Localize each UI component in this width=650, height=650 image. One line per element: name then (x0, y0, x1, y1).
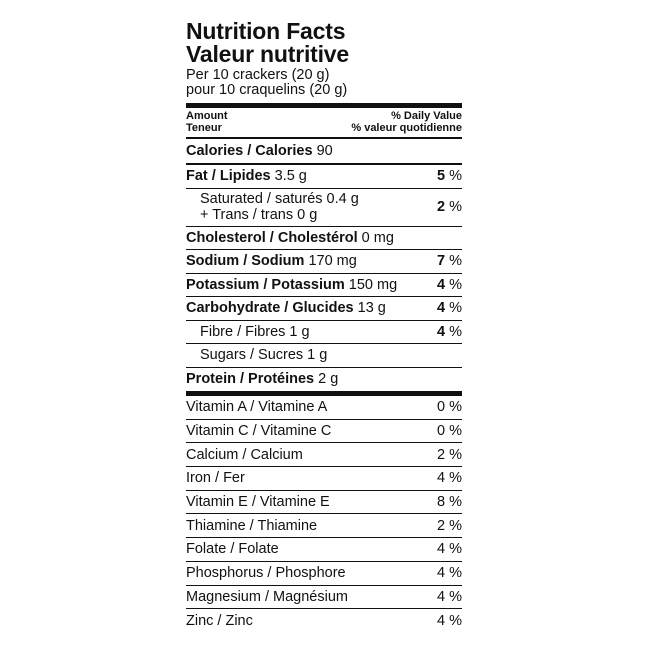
vitamin-dv: 0 % (437, 399, 462, 416)
fibre-label: Fibre / Fibres 1 g (200, 323, 310, 340)
cholesterol-label: Cholesterol / Cholestérol (186, 229, 358, 246)
vitamin-dv: 4 % (437, 541, 462, 558)
saturated-row (186, 189, 462, 227)
vitamin-row (186, 443, 462, 467)
vitamin-label: Phosphorus / Phosphore (186, 565, 346, 582)
potassium-label: Potassium / Potassium (186, 276, 345, 293)
vitamin-dv: 2 % (437, 517, 462, 534)
amount-label-fr: Teneur (186, 122, 222, 134)
fibre-dv: 4 (436, 323, 446, 340)
vitamin-dv: 8 % (437, 494, 462, 511)
saturated-label: Saturated / saturés 0.4 g (200, 191, 359, 207)
protein-value: 2 g (318, 370, 339, 387)
carbohydrate-row (186, 297, 462, 321)
fibre-dv-unit: % (449, 323, 462, 340)
title-en: Nutrition Facts (186, 18, 346, 44)
column-header (186, 108, 462, 137)
trans-label: + Trans / trans 0 g (200, 207, 318, 223)
vitamin-row (186, 420, 462, 444)
protein-label: Protein / Protéines (186, 370, 315, 387)
daily-value-label-en: % Daily Value (391, 110, 462, 122)
serving-size-fr: pour 10 craquelins (20 g) (186, 82, 348, 98)
cholesterol-value: 0 mg (361, 229, 394, 246)
carbohydrate-value: 13 g (357, 300, 386, 317)
vitamin-row (186, 538, 462, 562)
sodium-value: 170 mg (308, 253, 357, 270)
sugars-row (186, 344, 462, 368)
saturated-dv: 2 (436, 199, 446, 215)
vitamin-label: Vitamin A / Vitamine A (186, 399, 328, 416)
potassium-row (186, 274, 462, 298)
vitamin-row (186, 586, 462, 610)
vitamin-label: Thiamine / Thiamine (186, 517, 318, 534)
fibre-row (186, 321, 462, 345)
calories-label: Calories / Calories (186, 143, 313, 159)
vitamin-row (186, 609, 462, 632)
vitamin-label: Zinc / Zinc (186, 612, 253, 629)
vitamin-row (186, 467, 462, 491)
vitamin-dv: 4 % (437, 470, 462, 487)
vitamin-dv: 4 % (437, 565, 462, 582)
vitamin-label: Vitamin E / Vitamine E (186, 494, 330, 511)
sodium-label: Sodium / Sodium (186, 253, 305, 270)
vitamin-dv: 2 % (437, 446, 462, 463)
fat-dv: 5 (436, 168, 446, 185)
vitamin-label: Folate / Folate (186, 541, 279, 558)
vitamin-row (186, 514, 462, 538)
vitamin-label: Vitamin C / Vitamine C (186, 423, 332, 440)
potassium-dv: 4 (436, 276, 446, 293)
vitamin-dv: 4 % (437, 612, 462, 629)
saturated-dv-unit: % (449, 199, 462, 215)
protein-row (186, 368, 462, 391)
fat-label: Fat / Lipides (186, 168, 271, 185)
vitamins-list (186, 396, 462, 632)
fat-value: 3.5 g (274, 168, 307, 185)
calories-value: 90 (316, 143, 333, 159)
sodium-dv: 7 (436, 253, 446, 270)
serving-size-en: Per 10 crackers (20 g) (186, 67, 330, 83)
potassium-value: 150 mg (348, 276, 398, 293)
sodium-row (186, 250, 462, 274)
carbohydrate-label: Carbohydrate / Glucides (186, 300, 354, 317)
fat-dv-unit: % (449, 168, 462, 185)
vitamin-row (186, 396, 462, 420)
title-fr: Valeur nutritive (186, 41, 349, 67)
potassium-dv-unit: % (449, 276, 462, 293)
daily-value-label-fr: % valeur quotidienne (351, 122, 462, 134)
vitamin-label: Iron / Fer (186, 470, 245, 487)
nutrition-facts-panel (186, 20, 462, 632)
vitamin-dv: 0 % (437, 423, 462, 440)
calories-row (186, 139, 462, 164)
fat-row (186, 165, 462, 189)
cholesterol-row (186, 227, 462, 251)
amount-label-en: Amount (186, 110, 228, 122)
vitamin-label: Magnesium / Magnésium (186, 588, 348, 605)
vitamin-label: Calcium / Calcium (186, 446, 303, 463)
vitamin-row (186, 491, 462, 515)
sodium-dv-unit: % (449, 253, 462, 270)
carbohydrate-dv-unit: % (449, 300, 462, 317)
sugars-label: Sugars / Sucres 1 g (200, 347, 328, 364)
vitamin-row (186, 562, 462, 586)
carbohydrate-dv: 4 (436, 300, 446, 317)
vitamin-dv: 4 % (437, 588, 462, 605)
